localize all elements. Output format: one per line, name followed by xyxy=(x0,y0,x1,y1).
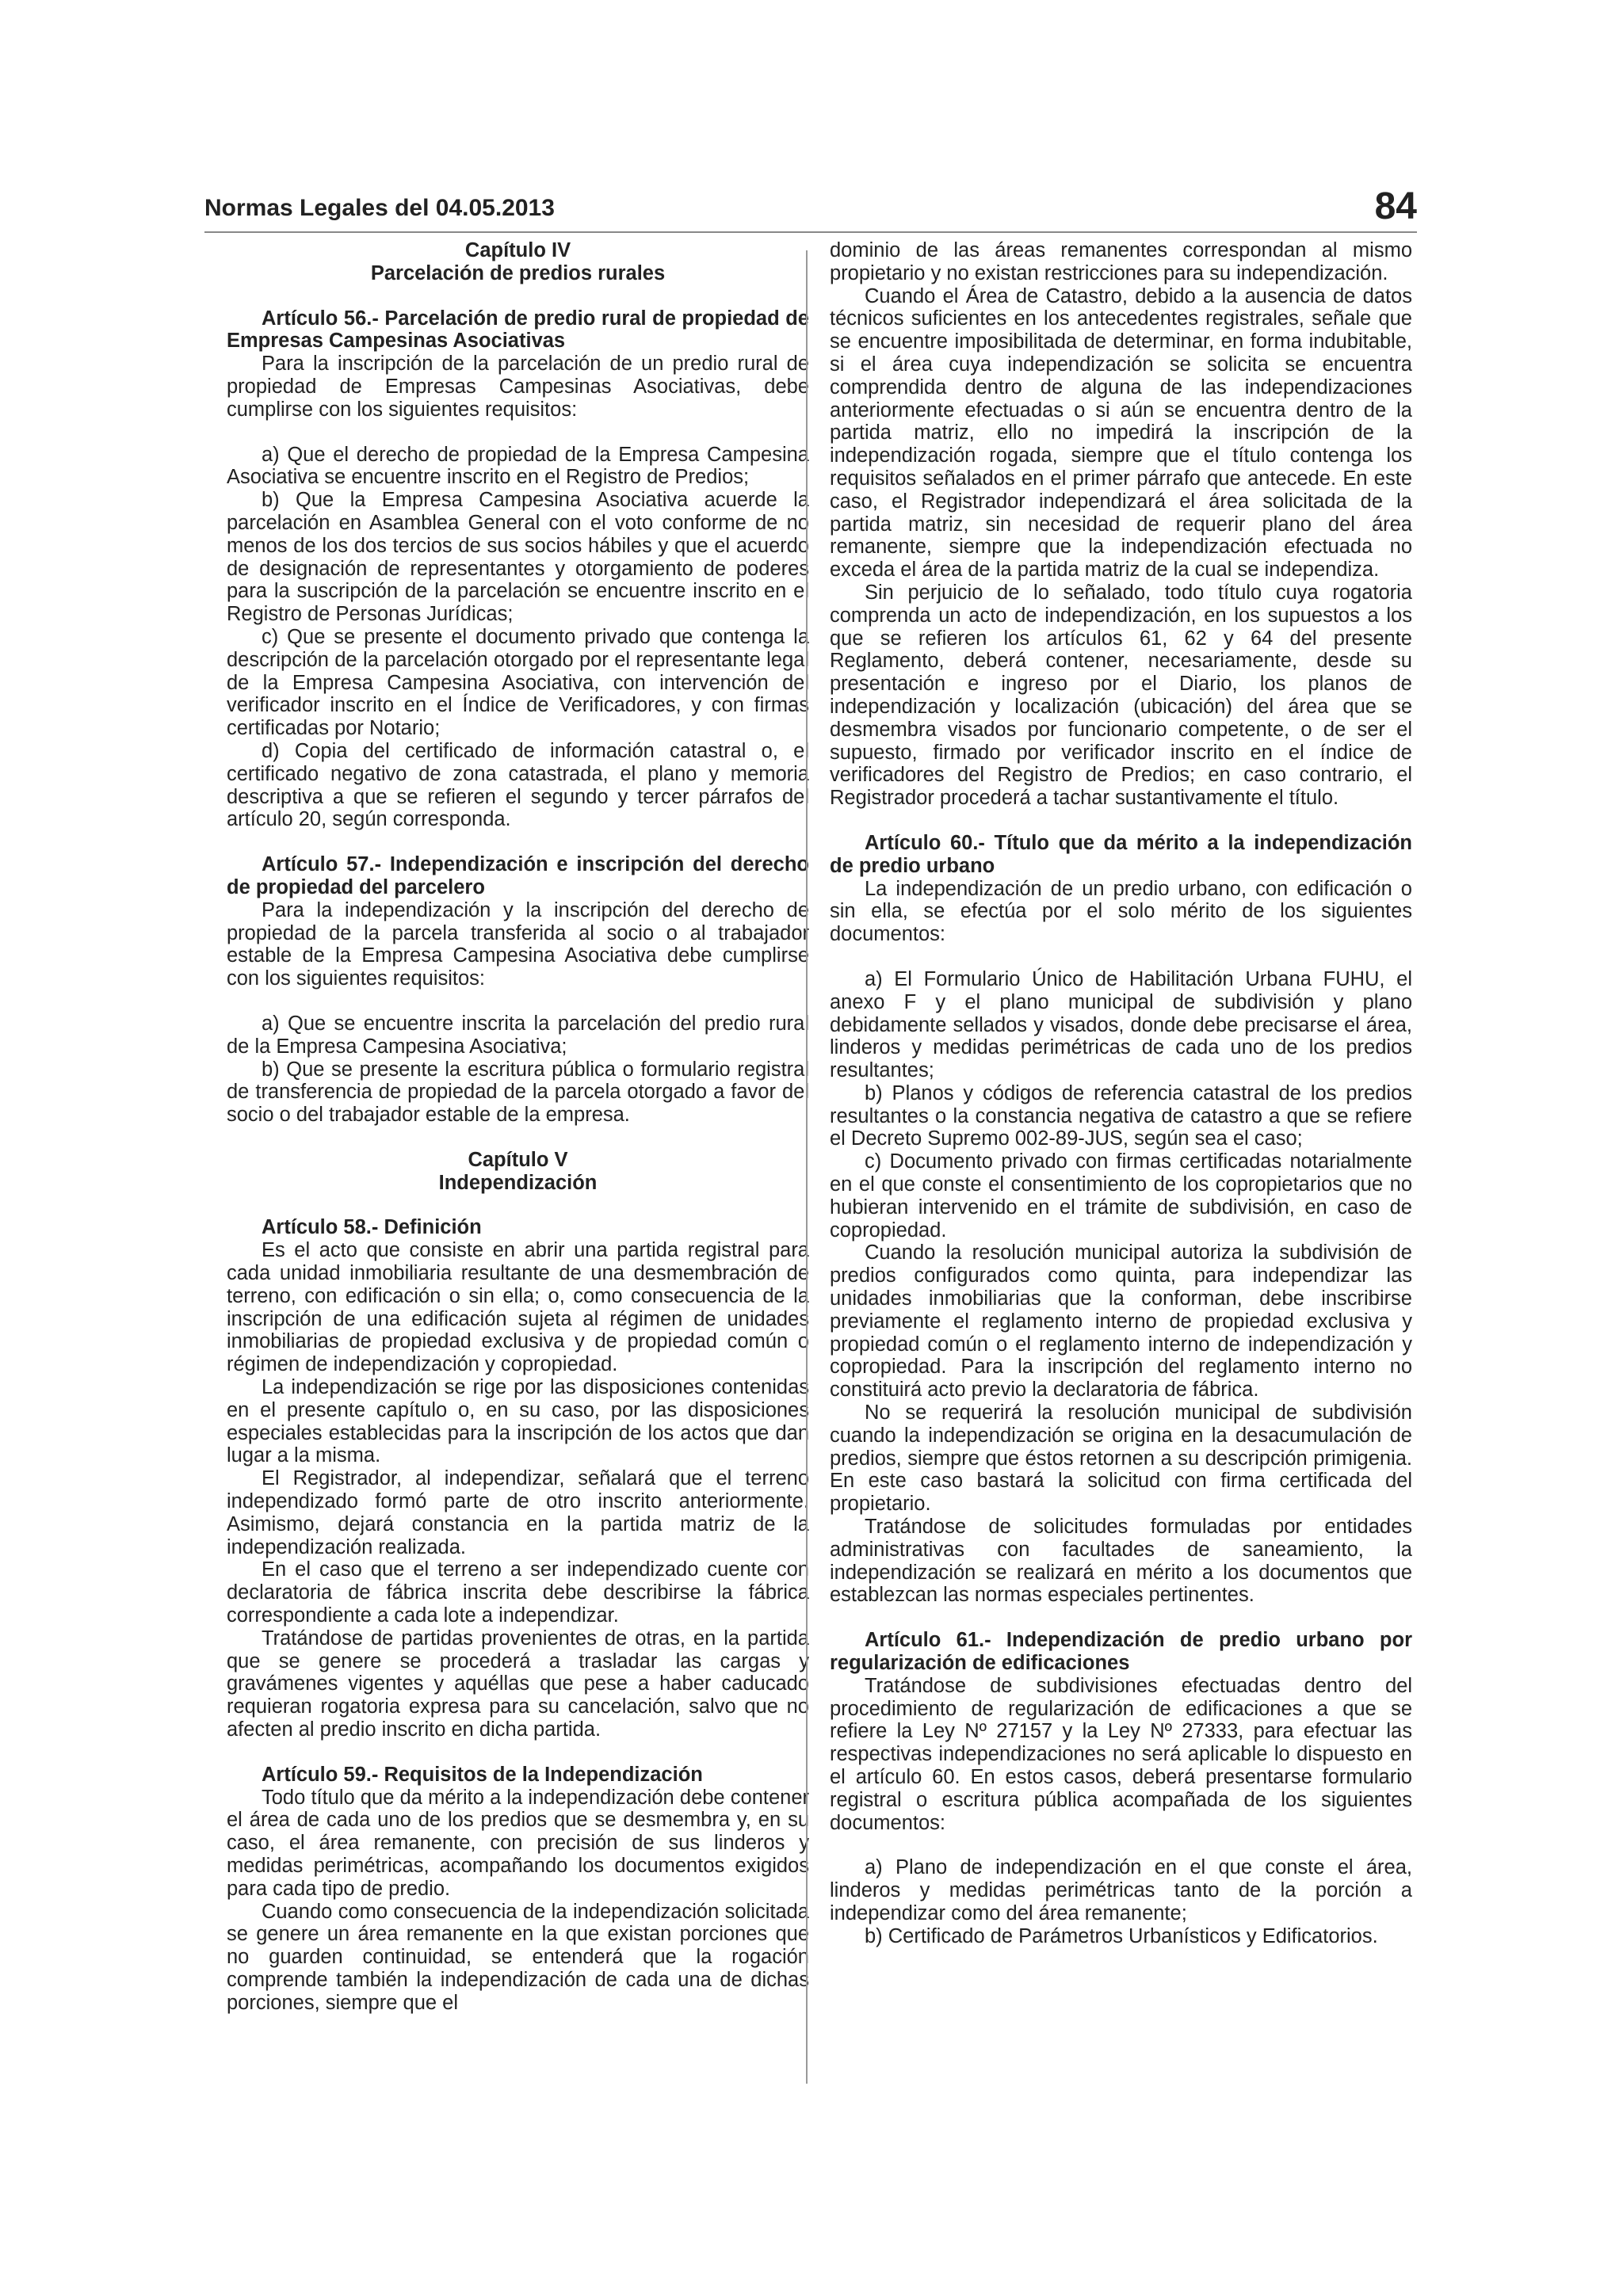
list-item: b) Que se presente la escritura pública o formulario registral de transferencia de propiedad de la parcela otorgado a favor del socio o del trabajador estable de la empresa. xyxy=(227,1058,809,1127)
list-item: d) Copia del certificado de información catastral o, el certificado negativo de zona catastrada, el plano y memoria descriptiva a que se refieren el segundo y tercer párrafos del artículo 20, según corresponda. xyxy=(227,739,809,831)
chapter-subheading: Parcelación de predios rurales xyxy=(370,261,666,284)
paragraph: No se requerirá la resolución municipal de subdivisión cuando la independización se origina en la desacumulación de predios, siempre que éstos retornen a su descripción primigenia. En este caso bastará la solicitud con firma certificada del propietario. xyxy=(830,1402,1412,1516)
list-item: a) Que se encuentre inscrita la parcelación del predio rural de la Empresa Campesina Asociativa; xyxy=(227,1012,809,1058)
list-item: b) Certificado de Parámetros Urbanísticos y Edificatorios. xyxy=(865,1924,1378,1947)
chapter-heading: Capítulo V xyxy=(468,1148,568,1171)
paragraph: La independización de un predio urbano, con edificación o sin ella, se efectúa por el solo mérito de los siguientes documentos: xyxy=(830,877,1412,946)
paragraph: Tratándose de subdivisiones efectuadas dentro del procedimiento de regularización de edificaciones a que se refiere la Ley Nº 27157 y la Ley Nº 27333, para efectuar las respectivas independizaciones no será aplicable lo dispuesto en el artículo 60. En estos casos, deberá presentarse formulario registral o escritura pública acompañada de los siguientes documentos: xyxy=(830,1674,1412,1834)
column-divider xyxy=(806,250,808,2084)
paragraph: Cuando el Área de Catastro, debido a la ausencia de datos técnicos suficientes en los antecedentes registrales, señale que se encuentre imposibilitada de determinar, en forma indubitable, si el área cuya independización se solicita se encuentra comprendida dentro de alguna de las independizaciones anteriormente efectuadas o si aún se encuentra dentro de la partida matriz, ello no impedirá la inscripción de la independización rogada, siempre que el título contenga los requisitos señalados en el primer párrafo que antecede. En este caso, el Registrador independizará el área solicitada de la partida matriz, sin necesidad de requerir plano del área remanente, siempre que la independización efectuada no exceda el área de la partida matriz de la cual se independiza. xyxy=(830,284,1412,582)
paragraph: Sin perjuicio de lo señalado, todo título cuya rogatoria comprenda un acto de independización, en los supuestos a los que se refieren los artículos 61, 62 y 64 del presente Reglamento, deberá contener, necesariamente, desde su presentación e ingreso por el Diario, los planos de independización y localización (ubicación) del área que se desmembra visados por funcionario competente, o de ser el supuesto, firmado por verificador inscrito en el índice de verificadores del Registro de Predios; en caso contrario, el Registrador procederá a tachar sustantivamente el título. xyxy=(830,581,1412,810)
paragraph: La independización se rige por las disposiciones contenidas en el presente capítulo o, en su caso, por las disposiciones especiales establecidas para la inscripción de los actos que dan lugar a la misma. xyxy=(227,1376,809,1467)
article-heading: Artículo 61.- Independización de predio urbano por regularización de edificaciones xyxy=(830,1629,1412,1675)
paragraph: Tratándose de solicitudes formuladas por entidades administrativas con facultades de saneamiento, la independización se realizará en mérito a los documentos que establezcan las normas especiales pertinentes. xyxy=(830,1516,1412,1607)
list-item: a) El Formulario Único de Habilitación Urbana FUHU, el anexo F y el plano municipal de subdivisión y plano debidamente sellados y visados, donde debe precisarse el área, linderos y medidas perimétricas de cada uno de los predios resultantes; xyxy=(830,967,1412,1082)
list-item: b) Que la Empresa Campesina Asociativa acuerde la parcelación en Asamblea General con el voto conforme de no menos de los dos tercios de sus socios hábiles y que el acuerdo de designación de representantes y otorgamiento de poderes para la suscripción de la parcelación se encuentre inscrito en el Registro de Personas Jurídicas; xyxy=(227,489,809,626)
article-heading: Artículo 57.- Independización e inscripción del derecho de propiedad del parcelero xyxy=(227,853,809,898)
list-item: a) Plano de independización en el que conste el área, linderos y medidas perimétricas tanto de la porción a independizar como del área remanente; xyxy=(830,1856,1412,1924)
page-number: 84 xyxy=(1374,185,1417,227)
paragraph: Es el acto que consiste en abrir una partida registral para cada unidad inmobiliaria resultante de una desmembración de terreno, con edificación o sin ella; o, como consecuencia de la inscripción de una edificación sujeta al régimen de unidades inmobiliarias de propiedad exclusiva y de propiedad común o régimen de independización y copropiedad. xyxy=(227,1239,809,1376)
paragraph: Cuando la resolución municipal autoriza la subdivisión de predios configurados como quinta, para independizar las unidades inmobiliarias que la conforman, debe inscribirse previamente el reglamento interno de propiedad exclusiva y propiedad común o el reglamento interno de independización y copropiedad. Para la inscripción del reglamento interno no constituirá acto previo la declaratoria de fábrica. xyxy=(830,1241,1412,1402)
publication-title: Normas Legales del 04.05.2013 xyxy=(204,195,555,221)
chapter-subheading: Independización xyxy=(438,1171,598,1194)
article-heading: Artículo 56.- Parcelación de predio rural de propiedad de Empresas Campesinas Asociativas xyxy=(227,307,809,353)
list-item: c) Documento privado con firmas certificadas notarialmente en el que conste el consentimiento de los copropietarios que no hubieran intervenido en el trámite de subdivisión, en caso de copropiedad. xyxy=(830,1150,1412,1241)
article-heading: Artículo 59.- Requisitos de la Independización xyxy=(262,1763,703,1786)
article-heading: Artículo 60.- Título que da mérito a la independización de predio urbano xyxy=(830,831,1412,877)
paragraph: Tratándose de partidas provenientes de otras, en la partida que se genere se procederá a trasladar las cargas y gravámenes vigentes y aquéllas que pese a haber caducado requieran rogatoria expresa para su cancelación, salvo que no afecten al predio inscrito en dicha partida. xyxy=(227,1627,809,1741)
paragraph: En el caso que el terreno a ser independizado cuente con declaratoria de fábrica inscrita debe describirse la fábrica correspondiente a cada lote a independizar. xyxy=(227,1558,809,1627)
paragraph: Para la independización y la inscripción del derecho de propiedad de la parcela transferida al socio o al trabajador estable de la Empresa Campesina Asociativa debe cumplirse con los siguientes requisitos: xyxy=(227,898,809,990)
paragraph: Para la inscripción de la parcelación de un predio rural de propiedad de Empresas Campesinas Asociativas, debe cumplirse con los siguientes requisitos: xyxy=(227,353,809,421)
list-item: b) Planos y códigos de referencia catastral de los predios resultantes o la constancia negativa de catastro a que se refiere el Decreto Supremo 002-89-JUS, según sea el caso; xyxy=(830,1081,1412,1150)
right-column xyxy=(830,239,1412,1948)
list-item: c) Que se presente el documento privado que contenga la descripción de la parcelación otorgado por el representante legal de la Empresa Campesina Asociativa, con intervención del verificador inscrito en el Índice de Verificadores, y con firmas certificadas por Notario; xyxy=(227,625,809,740)
chapter-heading: Capítulo IV xyxy=(464,239,571,261)
paragraph: El Registrador, al independizar, señalará que el terreno independizado formó parte de otro inscrito anteriormente. Asimismo, dejará constancia en la partida matriz de la independización realizada. xyxy=(227,1467,809,1558)
page-header xyxy=(204,176,1417,231)
header-divider xyxy=(204,231,1417,233)
left-column xyxy=(227,239,809,2015)
article-heading: Artículo 58.- Definición xyxy=(262,1216,482,1239)
paragraph: Todo título que da mérito a la independización debe contener el área de cada uno de los predios que se desmembra y, en su caso, el área remanente, con precisión de sus linderos y medidas perimétricas, acompañando los documentos exigidos para cada tipo de predio. xyxy=(227,1786,809,1900)
list-item: a) Que el derecho de propiedad de la Empresa Campesina Asociativa se encuentre inscrito en el Registro de Predios; xyxy=(227,443,809,489)
paragraph: Cuando como consecuencia de la independización solicitada se genere un área remanente en la que existan porciones que no guarden continuidad, se entenderá que la rogación comprende también la independización de cada una de dichas porciones, siempre que el xyxy=(227,1900,809,2014)
paragraph: dominio de las áreas remanentes correspondan al mismo propietario y no existan restricciones para su independización. xyxy=(830,239,1412,284)
